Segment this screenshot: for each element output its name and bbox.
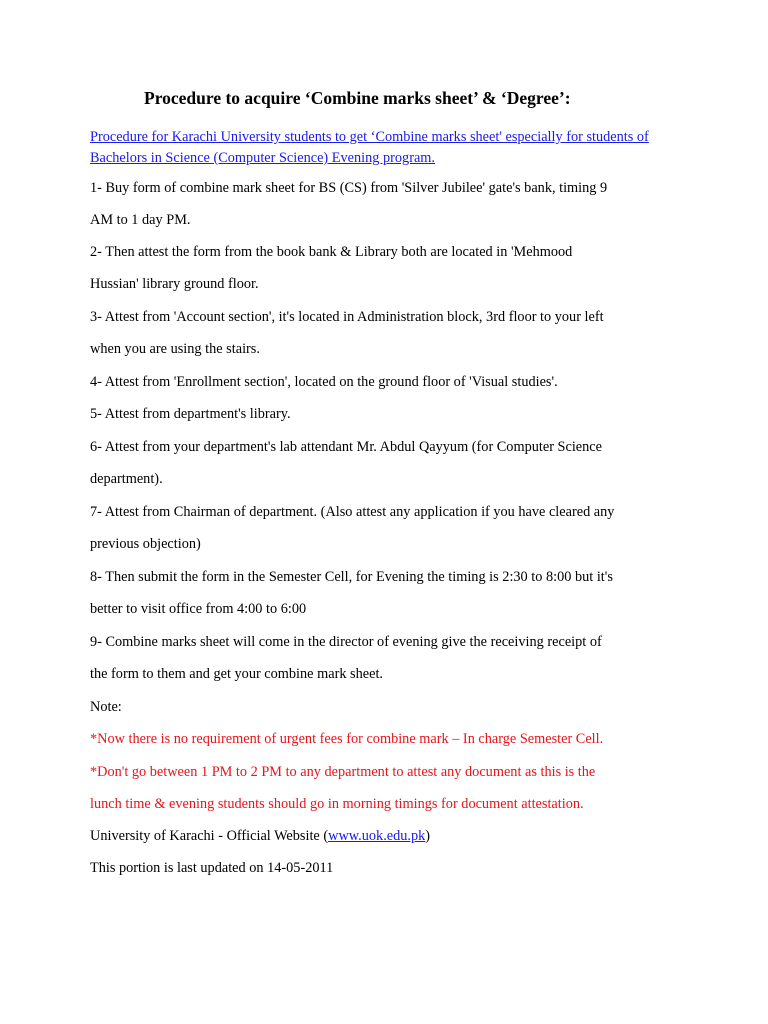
- note-line: *Don't go between 1 PM to 2 PM to any department to attest any document as this is the: [90, 764, 596, 780]
- step-line: AM to 1 day PM.: [90, 212, 191, 228]
- website-link[interactable]: www.uok.edu.pk: [328, 828, 426, 844]
- step-line: the form to them and get your combine mark sheet.: [90, 666, 384, 682]
- website-suffix: ): [425, 828, 431, 844]
- note-label: Note:: [90, 699, 122, 715]
- page-title: Procedure to acquire ‘Combine marks sheet’ & ‘Degree’:: [144, 88, 571, 108]
- website-line: [90, 828, 430, 845]
- step-line: when you are using the stairs.: [90, 341, 260, 357]
- intro-link[interactable]: Procedure for Karachi University students to get ‘Combine marks sheet' especially for students of Bachelors in Science (Computer Science) Evening program.: [90, 129, 649, 166]
- step-line: 2- Then attest the form from the book bank & Library both are located in 'Mehmood: [90, 244, 573, 260]
- website-prefix: University of Karachi - Official Website (: [90, 828, 329, 844]
- note-line: lunch time & evening students should go in morning timings for document attestation.: [90, 796, 584, 812]
- step-line: 9- Combine marks sheet will come in the director of evening give the receiving receipt of: [90, 634, 602, 650]
- step-line: 3- Attest from 'Account section', it's located in Administration block, 3rd floor to your left: [90, 309, 604, 325]
- last-updated: This portion is last updated on 14-05-2011: [90, 860, 334, 876]
- step-line: 5- Attest from department's library.: [90, 406, 291, 422]
- step-line: Hussian' library ground floor.: [90, 276, 259, 292]
- step-line: 4- Attest from 'Enrollment section', located on the ground floor of 'Visual studies'.: [90, 374, 558, 390]
- step-line: 1- Buy form of combine mark sheet for BS (CS) from 'Silver Jubilee' gate's bank, timing 9: [90, 180, 608, 196]
- step-line: department).: [90, 471, 163, 487]
- step-line: previous objection): [90, 536, 201, 552]
- step-line: better to visit office from 4:00 to 6:00: [90, 601, 307, 617]
- step-line: 7- Attest from Chairman of department. (Also attest any application if you have cleared any: [90, 504, 615, 520]
- step-line: 6- Attest from your department's lab attendant Mr. Abdul Qayyum (for Computer Science: [90, 439, 602, 455]
- note-line: *Now there is no requirement of urgent fees for combine mark – In charge Semester Cell.: [90, 731, 604, 747]
- step-line: 8- Then submit the form in the Semester Cell, for Evening the timing is 2:30 to 8:00 but it's: [90, 569, 613, 585]
